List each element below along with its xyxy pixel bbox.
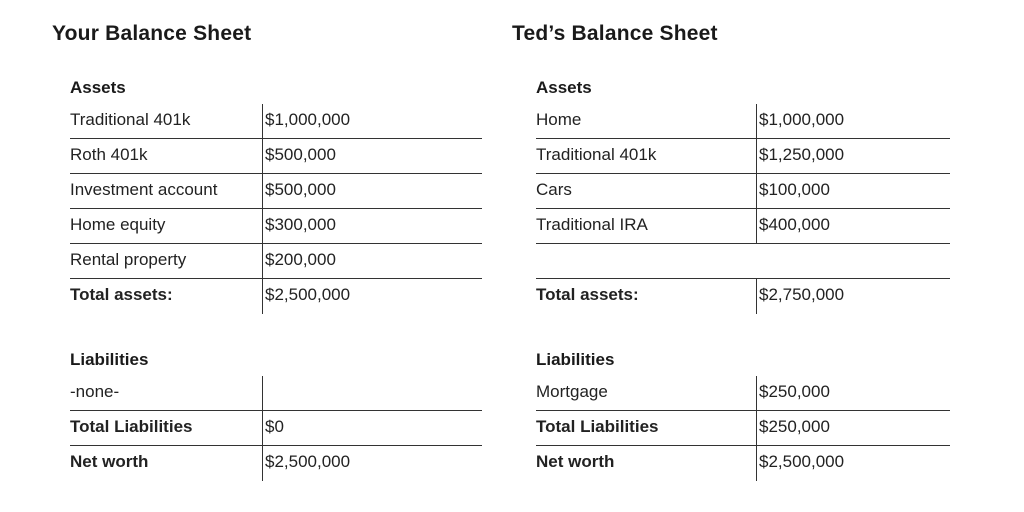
row-divider xyxy=(70,445,482,446)
column-divider xyxy=(262,376,263,411)
net-worth-label: Net worth xyxy=(536,452,615,471)
asset-label: Home equity xyxy=(70,215,166,234)
assets-heading: Assets xyxy=(536,78,592,97)
liability-value: $250,000 xyxy=(759,382,830,401)
total-assets-label: Total assets: xyxy=(70,285,173,304)
total-liabilities-value: $250,000 xyxy=(759,417,830,436)
asset-value: $200,000 xyxy=(265,250,336,269)
total-liabilities-label: Total Liabilities xyxy=(70,417,193,436)
row-divider xyxy=(536,445,950,446)
asset-value: $400,000 xyxy=(759,215,830,234)
total-assets-label: Total assets: xyxy=(536,285,639,304)
net-worth-label: Net worth xyxy=(70,452,149,471)
sheet-title: Ted’s Balance Sheet xyxy=(512,22,718,45)
asset-value: $100,000 xyxy=(759,180,830,199)
row-divider xyxy=(536,173,950,174)
row-divider xyxy=(536,243,950,244)
row-divider xyxy=(536,278,950,279)
total-assets-value: $2,750,000 xyxy=(759,285,845,304)
asset-value: $300,000 xyxy=(265,215,336,234)
asset-label: Roth 401k xyxy=(70,145,148,164)
row-divider xyxy=(70,208,482,209)
asset-label: Traditional IRA xyxy=(536,215,648,234)
assets-heading: Assets xyxy=(70,78,126,97)
asset-label: Cars xyxy=(536,180,572,199)
liability-label: Mortgage xyxy=(536,382,608,401)
liabilities-heading: Liabilities xyxy=(536,350,615,369)
asset-label: Traditional 401k xyxy=(536,145,657,164)
asset-value: $1,000,000 xyxy=(265,110,351,129)
asset-value: $1,000,000 xyxy=(759,110,845,129)
liabilities-heading: Liabilities xyxy=(70,350,149,369)
row-divider xyxy=(70,173,482,174)
row-divider xyxy=(70,278,482,279)
row-divider xyxy=(70,410,482,411)
total-assets-value: $2,500,000 xyxy=(265,285,351,304)
net-worth-value: $2,500,000 xyxy=(759,452,845,471)
row-divider xyxy=(536,138,950,139)
row-divider xyxy=(70,138,482,139)
sheet-title: Your Balance Sheet xyxy=(52,22,252,45)
total-liabilities-label: Total Liabilities xyxy=(536,417,659,436)
asset-value: $500,000 xyxy=(265,180,336,199)
row-divider xyxy=(536,410,950,411)
asset-label: Traditional 401k xyxy=(70,110,191,129)
asset-value: $500,000 xyxy=(265,145,336,164)
total-liabilities-value: $0 xyxy=(265,417,284,436)
asset-label: Home xyxy=(536,110,582,129)
row-divider xyxy=(536,208,950,209)
row-divider xyxy=(70,243,482,244)
asset-value: $1,250,000 xyxy=(759,145,845,164)
net-worth-value: $2,500,000 xyxy=(265,452,351,471)
liability-label: -none- xyxy=(70,382,120,401)
asset-label: Rental property xyxy=(70,250,187,269)
asset-label: Investment account xyxy=(70,180,218,199)
